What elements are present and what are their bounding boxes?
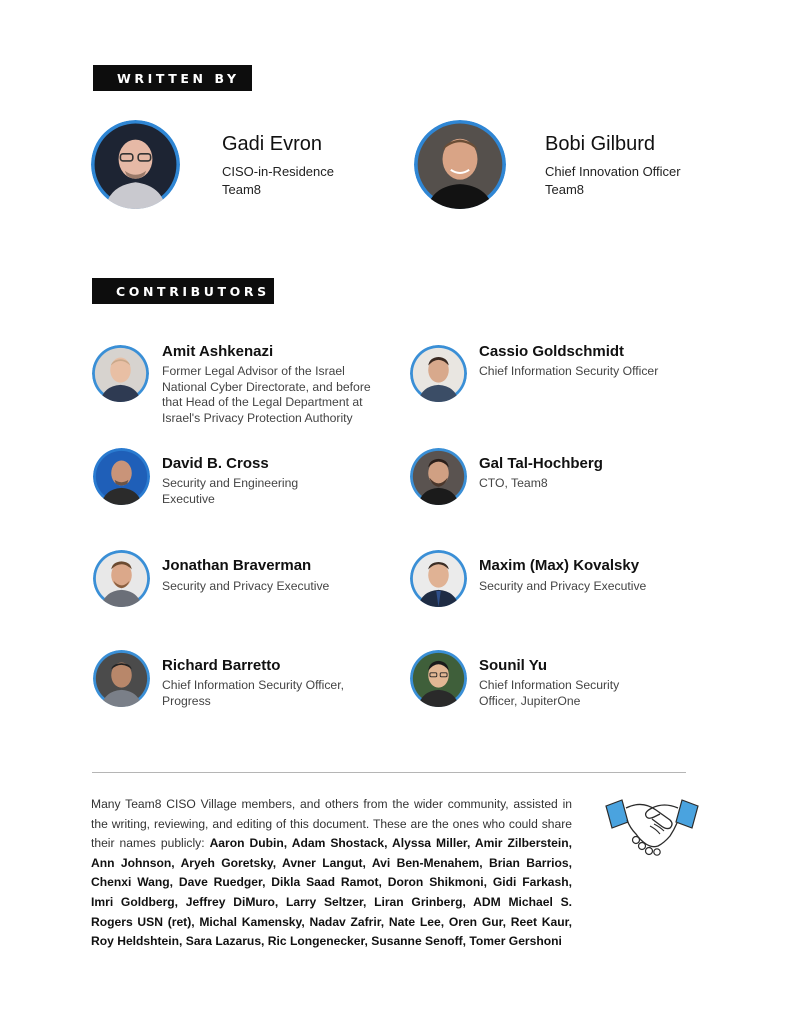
contributors-label: CONTRIBUTORS [92, 278, 274, 304]
avatar-gadi-evron [91, 120, 180, 209]
avatar-gal-tal-hochberg [410, 448, 467, 505]
author-org: Team8 [545, 182, 585, 197]
contributor-desc: Former Legal Advisor of the Israel National Cyber Directorate, and before that Head of the Legal Department at Israel's Privacy Protection Authority [162, 364, 371, 425]
author-role: CISO-in-Residence [222, 164, 334, 179]
author-name: Bobi Gilburd [545, 133, 656, 155]
contributor-name: Sounil Yu [479, 657, 548, 674]
avatar-richard-barretto [93, 650, 150, 707]
contributor-desc: Security and Privacy Executive [479, 579, 647, 593]
section-divider [92, 772, 686, 773]
written-by-label: WRITTEN BY [93, 65, 252, 91]
avatar-sounil-yu [410, 650, 467, 707]
acknowledgement-names: Aaron Dubin, Adam Shostack, Alyssa Miller, Amir Zilberstein, Ann Johnson, Aryeh Goretsky, Avner Langut, Avi Ben-Menahem, Brian Barrios, Chenxi Wang, Dave Ruedger, Dikla Saad Ramot, Doron Shikmoni, Gidi Farkash, Imri Goldberg, Jeffrey DiMuro, Larry Seltzer, Liran Grinberg, ADM Michael S. Rogers USN (ret), Michal Kamensky, Nadav Zafrir, Nate Lee, Oren Gur, Reet Kaur, Roy Heldshtein, Sara Lazarus, Ric Longenecker, Susanne Senoff, Tomer Gershoni [91, 836, 572, 949]
contributor-desc: Security and Privacy Executive [162, 579, 330, 593]
avatar-bobi-gilburd [414, 120, 506, 209]
avatar-david-cross [93, 448, 150, 505]
contributor-name: David B. Cross [162, 455, 269, 472]
acknowledgement-paragraph [91, 795, 572, 952]
author-org: Team8 [222, 182, 262, 197]
acknowledgement-intro: Many Team8 CISO Village members, and others from the wider community, assisted in the writing, reviewing, and editing of this document. These are the ones who could share their names publicly: [91, 797, 572, 851]
contributor-desc: CTO, Team8 [479, 476, 548, 490]
contributor-name: Gal Tal-Hochberg [479, 455, 603, 472]
handshake-icon [600, 796, 704, 858]
contributor-name: Cassio Goldschmidt [479, 343, 625, 360]
contributor-desc: Chief Information Security Officer [479, 364, 659, 378]
avatar-amit-ashkenazi [92, 345, 149, 402]
contributor-name: Maxim (Max) Kovalsky [479, 557, 640, 574]
contributor-desc: Security and Engineering Executive [162, 476, 299, 506]
contributor-name: Amit Ashkenazi [162, 343, 274, 360]
contributor-name: Jonathan Braverman [162, 557, 312, 574]
author-role: Chief Innovation Officer [545, 164, 681, 179]
avatar-maxim-kovalsky [410, 550, 467, 607]
avatar-jonathan-braverman [93, 550, 150, 607]
contributor-desc: Chief Information Security Officer, JupiterOne [479, 678, 620, 708]
avatar-cassio-goldschmidt [410, 345, 467, 402]
contributor-desc: Chief Information Security Officer, Progress [162, 678, 344, 708]
author-name: Gadi Evron [222, 133, 323, 155]
contributor-name: Richard Barretto [162, 657, 281, 674]
